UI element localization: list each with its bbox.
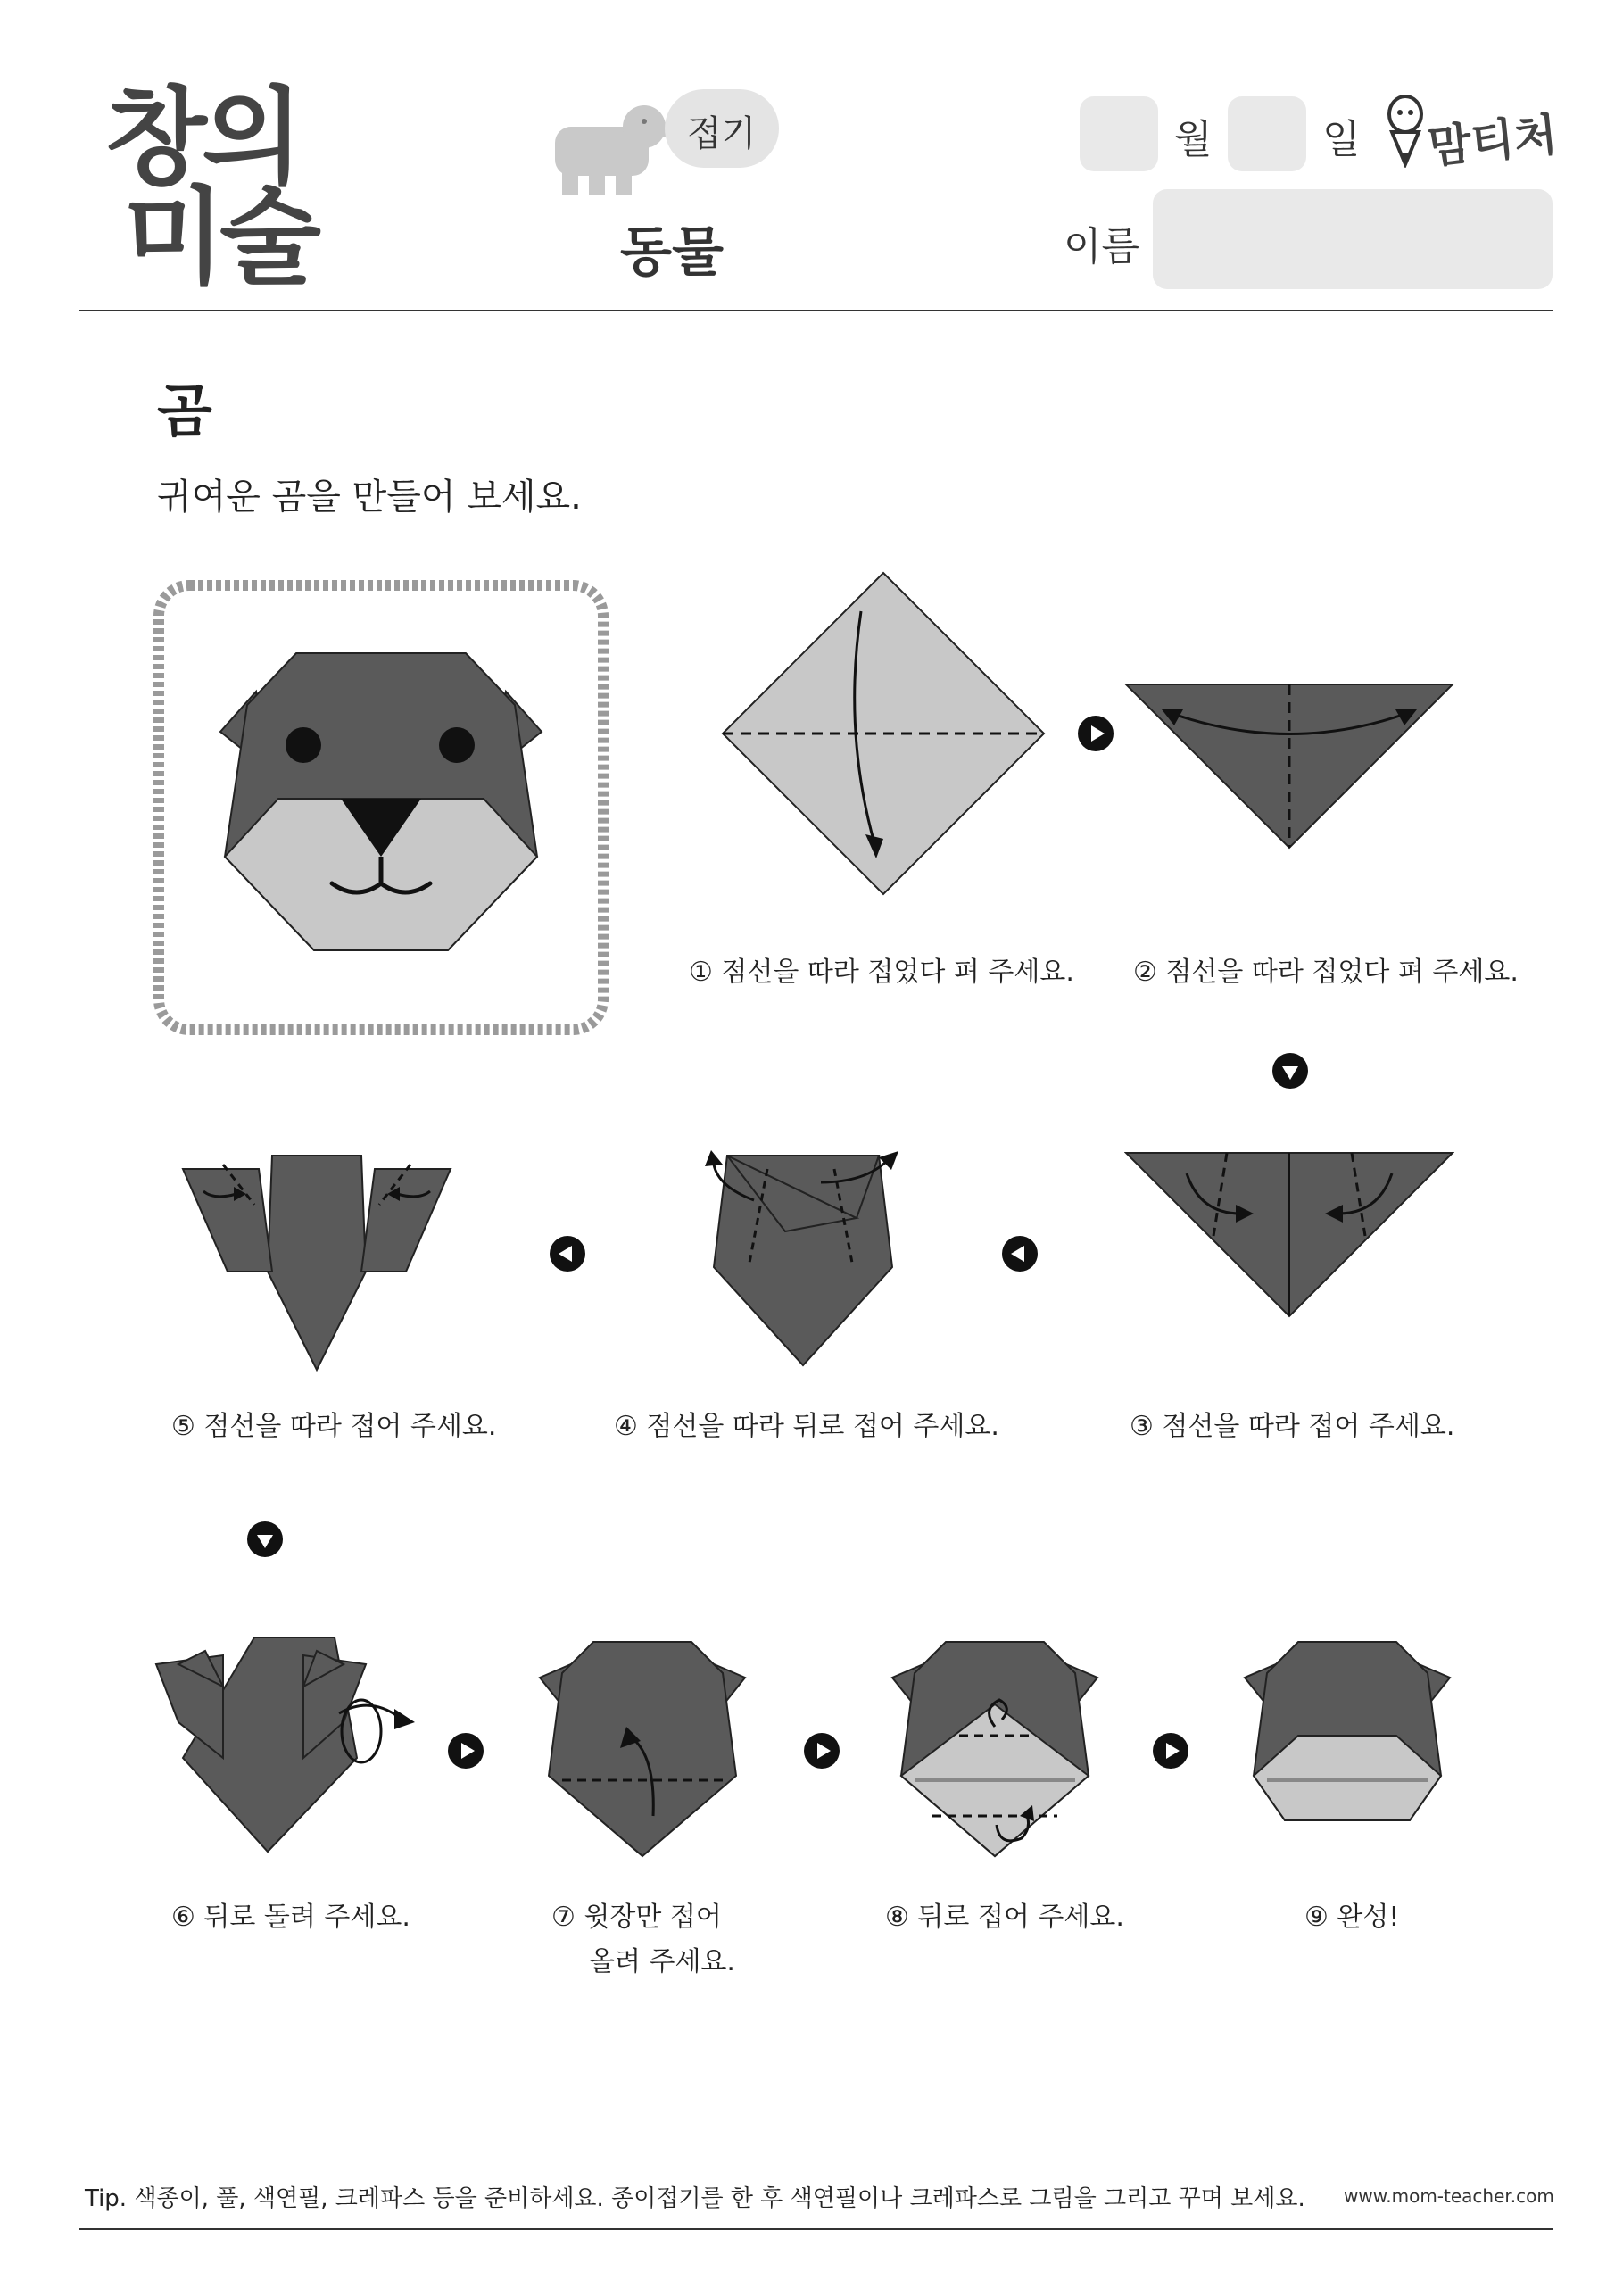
day-label: 일 [1322, 117, 1361, 162]
month-input[interactable] [1080, 96, 1158, 171]
prev-arrow-icon [550, 1236, 585, 1272]
name-label: 이름 [1064, 224, 1140, 269]
brand-logo: 맘티처 [1425, 108, 1560, 174]
step9-diagram [1240, 1637, 1454, 1825]
step1-caption: ① 점선을 따라 접었다 펴 주세요. [689, 957, 1074, 988]
down-arrow-icon [247, 1521, 283, 1557]
step7-caption-line2: 올려 주세요. [589, 1946, 735, 1977]
step7-diagram [535, 1637, 749, 1861]
step3-diagram [1124, 1151, 1454, 1321]
logo-line1: 창의 [105, 76, 298, 199]
pencil-mascot-icon [1383, 93, 1428, 168]
page-subtitle: 귀여운 곰을 만들어 보세요. [157, 477, 582, 518]
step6-caption: ⑥ 뒤로 돌려 주세요. [171, 1902, 410, 1933]
step4-caption: ④ 점선을 따라 뒤로 접어 주세요. [614, 1411, 999, 1442]
finished-bear-preview [153, 580, 609, 1035]
prev-arrow-icon [1002, 1236, 1038, 1272]
category-title: 동물 [620, 221, 724, 284]
header-divider [79, 310, 1553, 311]
day-input[interactable] [1228, 96, 1306, 171]
elephant-icon [546, 100, 680, 198]
logo-line2: 미술 [123, 176, 316, 299]
step2-diagram [1124, 683, 1454, 852]
next-arrow-icon [1153, 1733, 1188, 1769]
step9-caption: ⑨ 완성! [1304, 1902, 1400, 1933]
step8-caption: ⑧ 뒤로 접어 주세요. [885, 1902, 1124, 1933]
footer-url[interactable]: www.mom-teacher.com [1344, 2185, 1554, 2207]
step1-diagram [718, 571, 1048, 901]
footer-divider [79, 2228, 1553, 2230]
step8-diagram [888, 1637, 1102, 1861]
down-arrow-icon [1272, 1053, 1308, 1089]
next-arrow-icon [1078, 716, 1114, 751]
page-title: 곰 [157, 379, 212, 445]
next-arrow-icon [804, 1733, 840, 1769]
step7-caption-line1: ⑦ 윗장만 접어 [551, 1902, 722, 1933]
next-arrow-icon [448, 1733, 484, 1769]
step2-caption: ② 점선을 따라 접었다 펴 주세요. [1133, 957, 1519, 988]
step6-diagram [152, 1633, 428, 1856]
footer-tip: Tip. 색종이, 풀, 색연필, 크레파스 등을 준비하세요. 종이접기를 한 후 색연필이나 크레파스로 그림을 그리고 꾸며 보세요. [85, 2185, 1305, 2212]
category-badge-text: 접기 [687, 113, 757, 154]
name-input[interactable] [1153, 189, 1553, 289]
step3-caption: ③ 점선을 따라 접어 주세요. [1130, 1411, 1455, 1442]
step5-caption: ⑤ 점선을 따라 접어 주세요. [171, 1411, 497, 1442]
step5-diagram [178, 1151, 455, 1374]
month-label: 월 [1174, 117, 1213, 162]
step4-diagram [700, 1147, 906, 1379]
